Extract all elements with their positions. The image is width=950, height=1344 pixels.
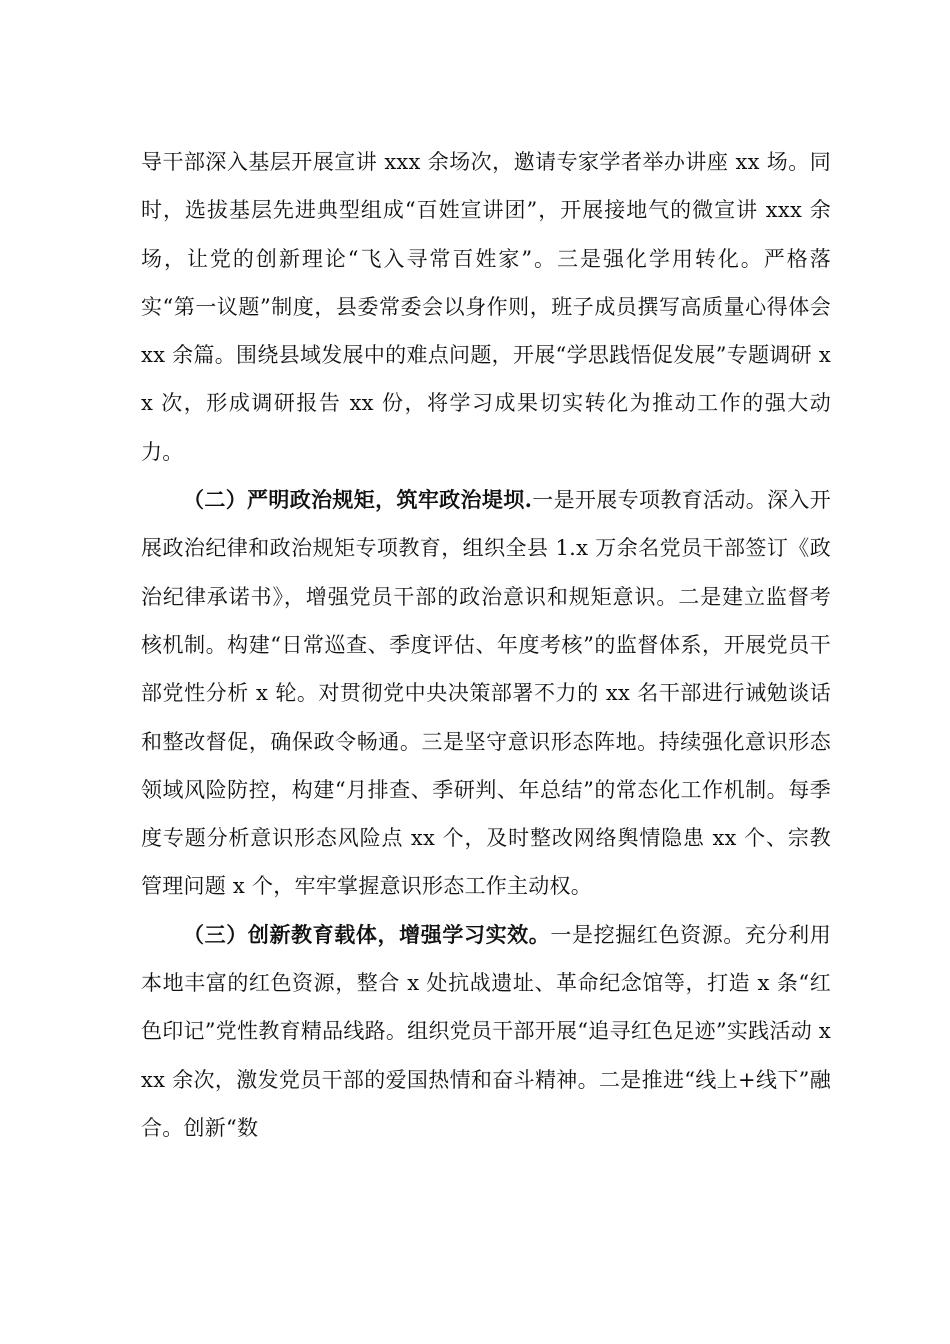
body-text [141, 138, 831, 1152]
paragraph-1-text: 导干部深入基层开展宣讲 xxx 余场次，邀请专家学者举办讲座 xx 场。同时，选拔基层先进典型组成“百姓宣讲团”，开展接地气的微宣讲 xxx 余场，让党的创新理论“飞入寻常百姓家”。三是强化学用转化。严格落实“第一议题”制度，县委常委会以身作则，班子成员撰写高质量心得体会 xx 余篇。围绕县域发展中的难点问题，开展“学思践悟促发展”专题调研 xx 次，形成调研报告 xx 份，将学习成果切实转化为推动工作的强大动力。 [141, 150, 831, 464]
paragraph-2 [141, 476, 831, 911]
paragraph-3-text: 一是挖掘红色资源。充分利用本地丰富的红色资源，整合 x 处抗战遗址、革命纪念馆等，打造 x 条“红色印记”党性教育精品线路。组织党员干部开展“追寻红色足迹”实践活动 xxx 余次，激发党员干部的爱国热情和奋斗精神。二是推进“线上+线下”融合。创新“数 [141, 922, 832, 1140]
section-heading-3: （三）创新教育载体，增强学习实效。 [183, 921, 551, 947]
section-heading-2: （二）严明政治规矩，筑牢政治堤坝. [183, 487, 533, 513]
paragraph-3 [141, 911, 831, 1152]
paragraph-1 [141, 138, 831, 476]
paragraph-2-text: 一是开展专项教育活动。深入开展政治纪律和政治规矩专项教育，组织全县 1.x 万余名党员干部签订《政治纪律承诺书》，增强党员干部的政治意识和规矩意识。二是建立监督考核机制。构建“日常巡查、季度评估、年度考核”的监督体系，开展党员干部党性分析 x 轮。对贯彻党中央决策部署不力的 xx 名干部进行诫勉谈话和整改督促，确保政令畅通。三是坚守意识形态阵地。持续强化意识形态领域风险防控，构建“月排查、季研判、年总结”的常态化工作机制。每季度专题分析意识形态风险点 xx 个，及时整改网络舆情隐患 xx 个、宗教管理问题 x 个，牢牢掌握意识形态工作主动权。 [141, 488, 832, 899]
